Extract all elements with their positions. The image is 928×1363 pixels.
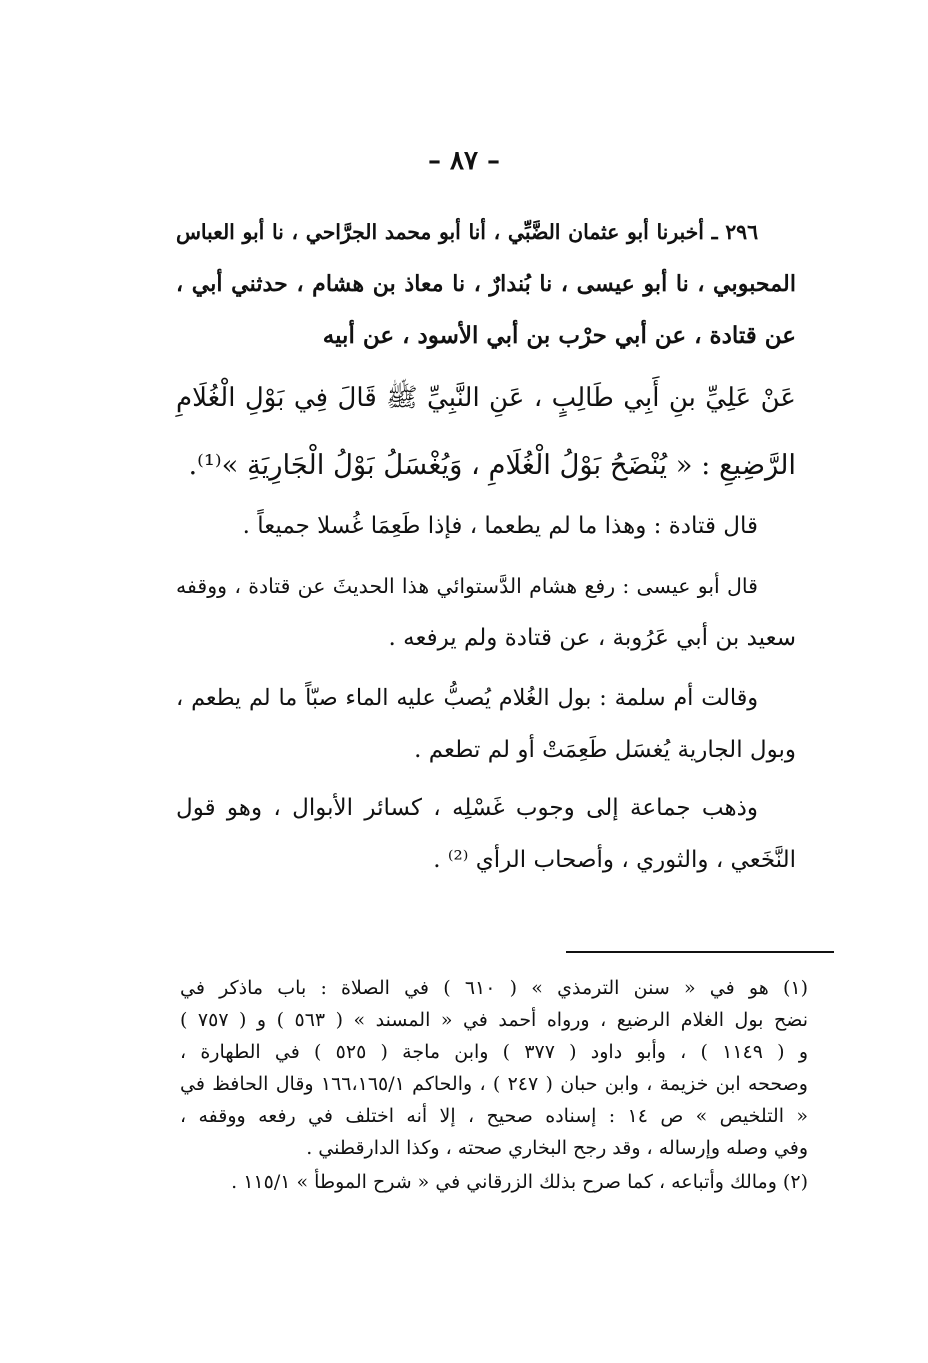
footnote-line: و ( ١١٤٩ ) ، وأبو داود ( ٣٧٧ ) وابن ماجة ( ٥٢٥ ) في الطهارة ، [180, 1041, 808, 1063]
abu-isa-paragraph [176, 560, 796, 664]
hadith-line: الرَّضِيعِ : « يُنْضَحُ بَوْلُ الْغُلَامِ ، وَيُغْسَلُ بَوْلُ الْجَارِيَةِ »⁽¹⁾. [188, 450, 796, 481]
paragraph-line: النَّخَعي ، والثوري ، وأصحاب الرأي ⁽²⁾ . [433, 847, 796, 873]
qatada-paragraph [176, 500, 796, 552]
isnad-line: عن قتادة ، عن أبي حرْب بن أبي الأسود ، عن أبيه [322, 322, 796, 349]
paragraph-line: وبول الجارية يُغسَل طَعِمَتْ أو لم تطعم . [414, 737, 796, 763]
paragraph-line: قال أبو عيسى : رفع هشام الدَّستوائي هذا الحديثَ عن قتادة ، ووقفه [176, 574, 758, 598]
paragraph-line: قال قتادة : وهذا ما لم يطعما ، فإذا طَعِمَا غُسلا جميعاً . [242, 513, 758, 539]
paragraph-line: وذهب جماعة إلى وجوب غَسْلِه ، كسائر الأبوال ، وهو قول [176, 795, 758, 821]
footnote-line: وصححه ابن خزيمة ، وابن حبان ( ٢٤٧ ) ، والحاكم ١٦٦،١٦٥/١ وقال الحافظ في [180, 1073, 808, 1095]
paragraph-line: سعيد بن أبي عَرُوبة ، عن قتادة ولم يرفعه . [388, 625, 796, 651]
isnad-line: ٢٩٦ ـ أخبرنا أبو عثمان الضَّبِّي ، أنا أبو محمد الجرَّاحي ، نا أبو العباس [176, 220, 758, 244]
paragraph-line: وقالت أم سلمة : بول الغُلام يُصبُّ عليه الماء صبّاً ما لم يطعم ، [176, 685, 758, 711]
footnote-2 [180, 1166, 808, 1198]
footnote-line: (١) هو في « سنن الترمذي » ( ٦١٠ ) في الصلاة : باب ماذكر في [180, 977, 808, 999]
madhahib-paragraph [176, 782, 796, 886]
isnad-line: المحبوبي ، نا أبو عيسى ، نا بُندارٌ ، نا معاذ بن هشام ، حدثني أبي ، [176, 271, 796, 297]
footnote-line: (٢) ومالك وأتباعه ، كما صرح بذلك الزرقاني في « شرح الموطأ » ١١٥/١ . [231, 1171, 808, 1193]
footnote-line: وفي وصله وإرساله ، وقد رجح البخاري صحته ، وكذا الدارقطني . [306, 1137, 808, 1159]
footnote-divider [566, 951, 834, 953]
umm-salama-paragraph [176, 672, 796, 776]
footnote-line: « التلخيص » ص ١٤ : إسناده صحيح ، إلا أنه اختلف في رفعه ووقفه ، [180, 1105, 808, 1127]
hadith-line: عَنْ عَلِيِّ بنِ أَبِي طَالِبٍ ، عَنِ النَّبِيِّ ﷺ قَالَ فِي بَوْلِ الْغُلَامِ [176, 383, 796, 413]
footnote-line: نضح بول الغلام الرضيع ، ورواه أحمد في « المسند » ( ٥٦٣ ) و ( ٧٥٧ ) [180, 1009, 808, 1031]
footnotes [180, 972, 808, 1200]
page-number: – ٨٧ – [427, 146, 501, 176]
isnad-paragraph [176, 206, 796, 362]
footnote-1 [180, 972, 808, 1164]
hadith-text [176, 364, 796, 500]
